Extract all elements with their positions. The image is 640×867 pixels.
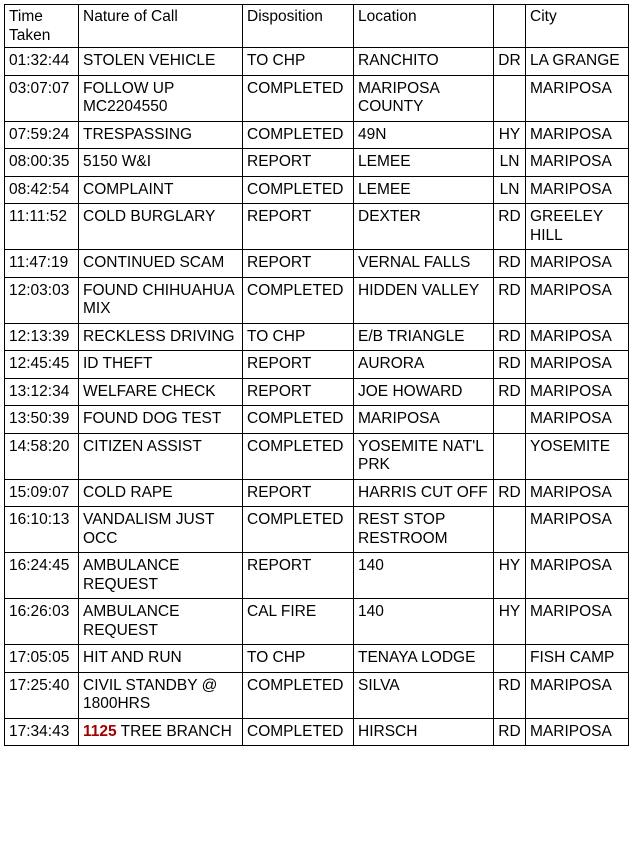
header-time: Time Taken (5, 5, 79, 48)
cell-street-type: DR (494, 48, 526, 76)
cell-time: 11:11:52 (5, 204, 79, 250)
cell-time: 03:07:07 (5, 75, 79, 121)
cell-time: 17:34:43 (5, 718, 79, 746)
header-street-type (494, 5, 526, 48)
cell-city: MARIPOSA (526, 277, 629, 323)
table-row (5, 599, 629, 645)
cell-disposition: TO CHP (243, 48, 354, 76)
cell-nature-of-call: STOLEN VEHICLE (79, 48, 243, 76)
cell-location: SILVA (354, 672, 494, 718)
table-row (5, 507, 629, 553)
cell-location: HARRIS CUT OFF (354, 479, 494, 507)
cell-city: MARIPOSA (526, 479, 629, 507)
cell-street-type: LN (494, 176, 526, 204)
cell-time: 12:03:03 (5, 277, 79, 323)
cell-street-type: HY (494, 121, 526, 149)
table-row (5, 277, 629, 323)
cell-city: MARIPOSA (526, 121, 629, 149)
cell-street-type: RD (494, 479, 526, 507)
header-location: Location (354, 5, 494, 48)
table-row (5, 378, 629, 406)
cell-location: VERNAL FALLS (354, 250, 494, 278)
cell-nature-of-call (79, 718, 243, 746)
cell-nature-of-call: 5150 W&I (79, 149, 243, 177)
cell-city: MARIPOSA (526, 507, 629, 553)
cell-disposition: COMPLETED (243, 277, 354, 323)
cell-time: 13:50:39 (5, 406, 79, 434)
cell-street-type: RD (494, 378, 526, 406)
cell-location: HIRSCH (354, 718, 494, 746)
cell-city: MARIPOSA (526, 75, 629, 121)
cell-disposition: COMPLETED (243, 507, 354, 553)
cell-street-type: RD (494, 323, 526, 351)
cell-city: MARIPOSA (526, 250, 629, 278)
cell-disposition: TO CHP (243, 323, 354, 351)
cell-disposition: REPORT (243, 149, 354, 177)
cell-nature-of-call: FOUND DOG TEST (79, 406, 243, 434)
table-row (5, 48, 629, 76)
cell-location: REST STOP RESTROOM (354, 507, 494, 553)
cell-street-type (494, 507, 526, 553)
cell-disposition: REPORT (243, 553, 354, 599)
table-row (5, 176, 629, 204)
cell-disposition: CAL FIRE (243, 599, 354, 645)
cell-disposition: COMPLETED (243, 672, 354, 718)
nature-text: TREE BRANCH (120, 722, 232, 740)
cell-city: MARIPOSA (526, 406, 629, 434)
cell-location: 140 (354, 599, 494, 645)
cell-time: 14:58:20 (5, 433, 79, 479)
cell-location: YOSEMITE NAT'L PRK (354, 433, 494, 479)
cell-street-type: RD (494, 672, 526, 718)
cell-street-type: HY (494, 599, 526, 645)
cell-street-type: HY (494, 553, 526, 599)
cell-street-type: RD (494, 250, 526, 278)
cell-city: LA GRANGE (526, 48, 629, 76)
cell-nature-of-call: FOUND CHIHUAHUA MIX (79, 277, 243, 323)
header-disposition: Disposition (243, 5, 354, 48)
cell-street-type (494, 645, 526, 673)
cell-disposition: REPORT (243, 378, 354, 406)
cell-time: 12:45:45 (5, 351, 79, 379)
cell-time: 16:24:45 (5, 553, 79, 599)
cell-nature-of-call: CONTINUED SCAM (79, 250, 243, 278)
cell-city: MARIPOSA (526, 553, 629, 599)
cell-time: 11:47:19 (5, 250, 79, 278)
table-row (5, 645, 629, 673)
cell-city: MARIPOSA (526, 149, 629, 177)
nature-code: 1125 (83, 722, 117, 740)
cell-city: MARIPOSA (526, 351, 629, 379)
cell-street-type: RD (494, 277, 526, 323)
cell-street-type (494, 75, 526, 121)
cell-location: TENAYA LODGE (354, 645, 494, 673)
cell-location: 140 (354, 553, 494, 599)
table-row (5, 553, 629, 599)
cell-time: 15:09:07 (5, 479, 79, 507)
cell-nature-of-call: COLD RAPE (79, 479, 243, 507)
table-row (5, 75, 629, 121)
cell-nature-of-call: AMBULANCE REQUEST (79, 599, 243, 645)
cell-location: MARIPOSA COUNTY (354, 75, 494, 121)
cell-city: MARIPOSA (526, 378, 629, 406)
cell-nature-of-call: RECKLESS DRIVING (79, 323, 243, 351)
cell-location: 49N (354, 121, 494, 149)
cell-street-type: RD (494, 718, 526, 746)
table-row (5, 149, 629, 177)
cell-nature-of-call: TRESPASSING (79, 121, 243, 149)
cell-disposition: COMPLETED (243, 406, 354, 434)
cell-street-type: RD (494, 351, 526, 379)
call-log-table (4, 4, 629, 746)
table-row (5, 479, 629, 507)
cell-disposition: REPORT (243, 204, 354, 250)
table-row (5, 351, 629, 379)
table-row (5, 718, 629, 746)
cell-time: 08:42:54 (5, 176, 79, 204)
cell-disposition: REPORT (243, 351, 354, 379)
cell-city: MARIPOSA (526, 323, 629, 351)
table-row (5, 406, 629, 434)
cell-time: 17:25:40 (5, 672, 79, 718)
cell-time: 16:10:13 (5, 507, 79, 553)
cell-time: 13:12:34 (5, 378, 79, 406)
cell-time: 08:00:35 (5, 149, 79, 177)
table-row (5, 323, 629, 351)
table-row (5, 672, 629, 718)
cell-location: LEMEE (354, 149, 494, 177)
cell-disposition: REPORT (243, 250, 354, 278)
cell-city: FISH CAMP (526, 645, 629, 673)
cell-location: RANCHITO (354, 48, 494, 76)
table-row (5, 121, 629, 149)
cell-disposition: TO CHP (243, 645, 354, 673)
cell-street-type: RD (494, 204, 526, 250)
cell-nature-of-call: AMBULANCE REQUEST (79, 553, 243, 599)
cell-nature-of-call: COMPLAINT (79, 176, 243, 204)
cell-time: 17:05:05 (5, 645, 79, 673)
cell-time: 16:26:03 (5, 599, 79, 645)
cell-city: MARIPOSA (526, 718, 629, 746)
cell-city: MARIPOSA (526, 176, 629, 204)
cell-street-type (494, 406, 526, 434)
table-row (5, 433, 629, 479)
cell-street-type (494, 433, 526, 479)
header-row (5, 5, 629, 48)
cell-disposition: COMPLETED (243, 75, 354, 121)
table-row (5, 204, 629, 250)
cell-time: 01:32:44 (5, 48, 79, 76)
cell-disposition: REPORT (243, 479, 354, 507)
cell-nature-of-call: CIVIL STANDBY @ 1800HRS (79, 672, 243, 718)
cell-street-type: LN (494, 149, 526, 177)
header-nature-of-call: Nature of Call (79, 5, 243, 48)
cell-city: GREELEY HILL (526, 204, 629, 250)
cell-nature-of-call: COLD BURGLARY (79, 204, 243, 250)
cell-location: AURORA (354, 351, 494, 379)
cell-location: LEMEE (354, 176, 494, 204)
cell-location: HIDDEN VALLEY (354, 277, 494, 323)
cell-nature-of-call: WELFARE CHECK (79, 378, 243, 406)
cell-disposition: COMPLETED (243, 433, 354, 479)
cell-time: 12:13:39 (5, 323, 79, 351)
cell-disposition: COMPLETED (243, 718, 354, 746)
table-row (5, 250, 629, 278)
cell-nature-of-call: CITIZEN ASSIST (79, 433, 243, 479)
cell-nature-of-call: HIT AND RUN (79, 645, 243, 673)
cell-time: 07:59:24 (5, 121, 79, 149)
cell-location: E/B TRIANGLE (354, 323, 494, 351)
header-city: City (526, 5, 629, 48)
cell-disposition: COMPLETED (243, 121, 354, 149)
cell-location: JOE HOWARD (354, 378, 494, 406)
cell-nature-of-call: ID THEFT (79, 351, 243, 379)
cell-nature-of-call: FOLLOW UP MC2204550 (79, 75, 243, 121)
cell-location: DEXTER (354, 204, 494, 250)
cell-city: YOSEMITE (526, 433, 629, 479)
cell-disposition: COMPLETED (243, 176, 354, 204)
cell-location: MARIPOSA (354, 406, 494, 434)
cell-nature-of-call: VANDALISM JUST OCC (79, 507, 243, 553)
cell-city: MARIPOSA (526, 672, 629, 718)
cell-city: MARIPOSA (526, 599, 629, 645)
